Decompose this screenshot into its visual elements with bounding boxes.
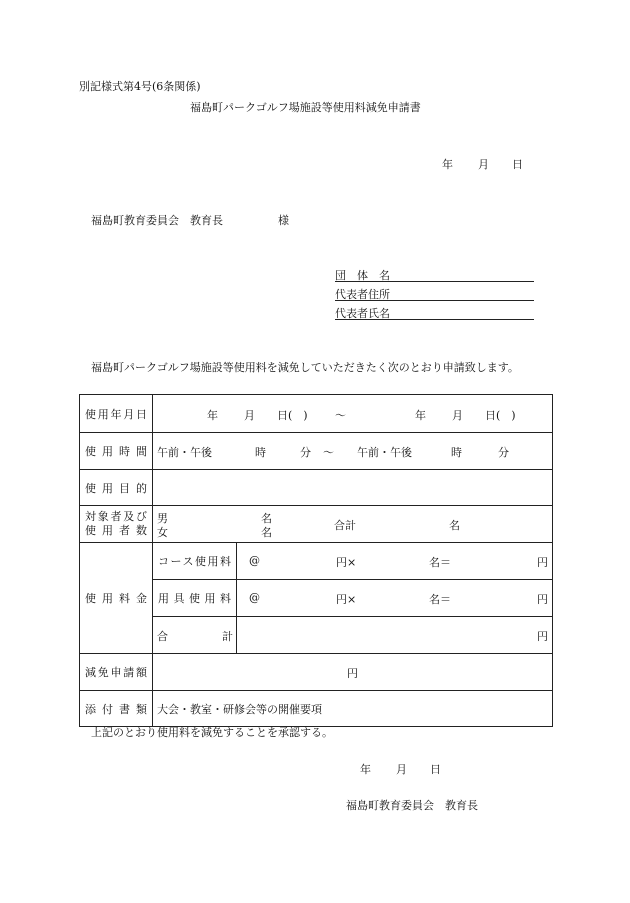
rep-address-line [335,300,534,301]
time-row [80,433,553,470]
fee-total-label [153,617,237,654]
date-day-2: 日( ) [485,409,516,422]
fee-total-label-2: 計 [222,630,233,643]
users-label-line1: 対象者及び [85,510,147,523]
date-year: 年 [442,158,453,171]
approval-signer: 福島町教育委員会 教育長 [346,799,478,812]
users-label-line2: 使用者数 [85,524,147,537]
fee-label: 使用料金 [80,543,153,654]
date-month-2: 月 [452,409,463,422]
time-label: 使用時間 [80,433,153,470]
attach-row [80,691,553,727]
equipment-fee-at: @ [249,591,260,604]
users-row [80,506,553,543]
purpose-label: 使用目的 [80,470,153,506]
form-number: 別記様式第4号(6条関係) [79,80,201,93]
time-minute-1: 分 [300,446,311,459]
time-ampm-2: 午前・午後 [357,446,412,459]
time-ampm-1: 午前・午後 [157,446,212,459]
equipment-fee-yen: 円 [537,593,548,606]
date-month-1: 月 [244,409,255,422]
attach-value: 大会・教室・研修会等の開催要項 [153,691,553,727]
users-total-unit: 名 [449,519,460,532]
course-fee-yen-x: 円× [336,556,357,569]
course-fee-value [237,543,553,580]
intro-text: 福島町パークゴルフ場施設等使用料を減免していただきたく次のとおり申請致します。 [91,361,519,374]
equipment-fee-label: 用具使用料 [153,580,237,617]
users-male-unit: 名 [261,512,272,525]
rep-address-label: 代表者住所 [335,288,390,301]
date-value [153,395,553,433]
equipment-fee-yen-x: 円× [336,593,357,606]
exemption-yen: 円 [347,667,358,680]
users-total-label: 合計 [334,519,356,532]
time-minute-2: 分 [498,446,509,459]
time-tilde: 〜 [323,446,334,459]
time-hour-1: 時 [255,446,266,459]
rep-name-label: 代表者氏名 [335,307,390,320]
date-month: 月 [478,158,489,171]
date-day: 日 [512,158,523,171]
course-fee-at: @ [249,554,260,567]
fee-total-yen: 円 [537,630,548,643]
application-table [79,394,553,727]
equipment-fee-people: 名＝ [429,593,451,606]
course-fee-label: コース使用料 [153,543,237,580]
users-male: 男 [157,512,168,525]
time-value [153,433,553,470]
exemption-value [153,654,553,691]
approval-day: 日 [430,763,441,776]
fee-course-row [80,543,553,580]
users-female-unit: 名 [261,526,272,539]
addressee-name: 福島町教育委員会 教育長 [91,214,223,227]
approval-text: 上記のとおり使用料を減免することを承認する。 [91,726,333,739]
approval-month: 月 [396,763,407,776]
equipment-fee-value [237,580,553,617]
course-fee-people: 名＝ [429,556,451,569]
purpose-row [80,470,553,506]
users-label [80,506,153,543]
exemption-label: 減免申請額 [80,654,153,691]
date-day-1: 日( ) [277,409,308,422]
group-name-line [335,281,534,282]
fee-total-label-1: 合 [157,630,168,643]
date-tilde: 〜 [335,409,346,422]
group-name-label: 団 体 名 [335,269,390,282]
date-year-1: 年 [207,409,218,422]
addressee-honorific: 様 [278,214,289,227]
date-label: 使用年月日 [80,395,153,433]
approval-year: 年 [360,763,371,776]
purpose-value [153,470,553,506]
users-female: 女 [157,526,168,539]
course-fee-yen: 円 [537,556,548,569]
date-year-2: 年 [415,409,426,422]
attach-label: 添付書類 [80,691,153,727]
time-hour-2: 時 [451,446,462,459]
date-row [80,395,553,433]
fee-total-value [237,617,553,654]
document-title: 福島町パークゴルフ場施設等使用料減免申請書 [190,101,421,114]
rep-name-line [335,319,534,320]
users-value [153,506,553,543]
exemption-row [80,654,553,691]
